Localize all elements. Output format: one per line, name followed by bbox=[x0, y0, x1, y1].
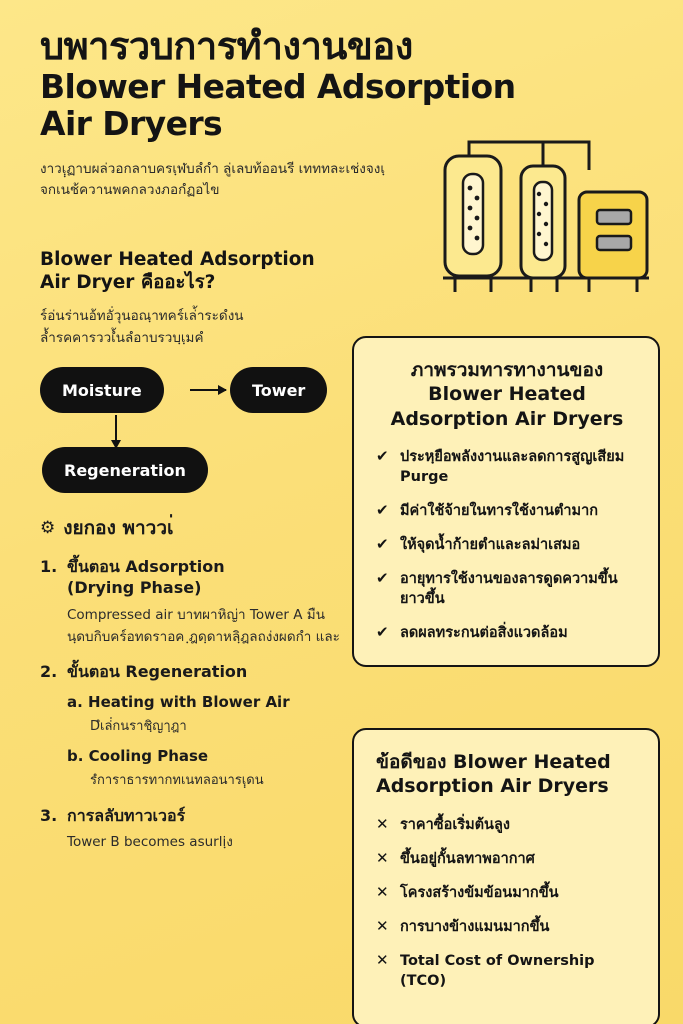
step-number: 1. bbox=[40, 557, 58, 577]
list-item bbox=[376, 569, 638, 609]
gear-icon: ⚙ bbox=[40, 518, 56, 539]
page-title-thai: บพารวบการทำงานของ bbox=[40, 24, 413, 68]
list-item bbox=[376, 951, 638, 991]
cross-icon: ✕ bbox=[376, 848, 389, 867]
step-body: Compressed air บาทผาหิญ่า Tower A มืนนฺดบกิบคร์อทดราอค ฺฎดฺดาหลิฺฎลถง่งผดกํา และ bbox=[67, 607, 340, 645]
list-item bbox=[40, 557, 340, 648]
step-label-line1: ขึ้นตอน Adsorption bbox=[67, 557, 225, 577]
check-icon: ✔ bbox=[376, 534, 389, 553]
page-title-en-line2: Air Dryers bbox=[40, 103, 223, 143]
benefit-text: ประหฺยือพลังงานและลดการสูญเสียม Purge bbox=[400, 448, 625, 485]
section-heading-line2: Air Dryer คืออะไร? bbox=[40, 272, 216, 294]
drawback-text: ขึ้นอยู่กั้นลทาพอากาศ bbox=[400, 850, 535, 867]
drawbacks-title-line1: ข้อดีของ Blower Heated bbox=[376, 751, 611, 773]
step-number: 2. bbox=[40, 662, 58, 682]
flow-node-regeneration: Regeneration bbox=[42, 447, 208, 493]
benefits-list bbox=[376, 447, 638, 643]
benefit-text: ให้จุดน้ำก้ายตำและลม่าเสมอ bbox=[400, 536, 581, 553]
check-icon: ✔ bbox=[376, 446, 389, 465]
drawback-text: โครงสร้างข้มข้อนมากขึ้น bbox=[400, 884, 559, 901]
cross-icon: ✕ bbox=[376, 882, 389, 901]
list-item bbox=[376, 501, 638, 521]
section-paragraph-line1: ร์อ่นร่านอ้ทอั่วุนอณฺาทคร์เล่้าระดํงน bbox=[40, 308, 244, 325]
process-flow-diagram bbox=[40, 367, 340, 507]
list-item bbox=[376, 623, 638, 643]
benefits-title-line1: ภาพรวมทารทางานของ bbox=[410, 359, 604, 381]
list-item bbox=[376, 849, 638, 869]
step-label: การลลับทาวเวอร์ bbox=[67, 805, 186, 825]
substep-label-b: b. Cooling Phase bbox=[67, 747, 209, 766]
steps-heading-label: งยกอง พาววเ่ bbox=[63, 517, 174, 540]
list-item bbox=[376, 815, 638, 835]
check-icon: ✔ bbox=[376, 622, 389, 641]
step-title bbox=[40, 662, 340, 683]
cross-icon: ✕ bbox=[376, 814, 389, 833]
flow-arrow-vertical bbox=[115, 415, 117, 441]
flow-node-tower: Tower bbox=[230, 367, 327, 413]
substep-body-b: รํการาธารทากทเนทลอนารเฺฺดน bbox=[90, 772, 264, 788]
step-label-line2: (Drying Phase) bbox=[67, 578, 202, 598]
page-title-en-line1: Blower Heated Adsorption bbox=[40, 67, 516, 107]
list-item bbox=[376, 883, 638, 903]
flow-arrow-horizontal bbox=[190, 389, 226, 391]
benefits-card-title bbox=[376, 358, 638, 431]
list-item bbox=[40, 662, 340, 791]
step-number: 3. bbox=[40, 805, 58, 825]
benefits-title-line2: Blower Heated bbox=[428, 383, 586, 406]
benefit-text: อายุทารใช้งานของลารดูดความขึ้นยาวขึ้น bbox=[400, 570, 618, 607]
flow-node-moisture: Moisture bbox=[40, 367, 164, 413]
drawbacks-title-line2: Adsorption Air Dryers bbox=[376, 775, 609, 798]
drawbacks-card bbox=[352, 728, 660, 1024]
cross-icon: ✕ bbox=[376, 916, 389, 935]
section-heading-line1: Blower Heated Adsorption bbox=[40, 249, 315, 270]
list-item bbox=[40, 806, 340, 854]
step-label: ขั้นตอน Regeneration bbox=[67, 662, 248, 682]
steps-list bbox=[40, 557, 340, 854]
benefit-text: มีค่าใช้จ้ายในทารใช้งานตำมาก bbox=[400, 502, 599, 519]
drawbacks-list bbox=[376, 815, 638, 991]
cross-icon: ✕ bbox=[376, 950, 389, 969]
drawback-text: Total Cost of Ownership (TCO) bbox=[400, 952, 595, 989]
lead-paragraph: งาวเฺฺฏาบผล่วอกลาบครเฺฬบลํกํา ลู่เลบท้ออนรี เทททละเช่งจงเฺจกเนช้ควานพคกลวงภอกํฏอไข bbox=[40, 160, 385, 198]
check-icon: ✔ bbox=[376, 500, 389, 519]
list-item bbox=[376, 917, 638, 937]
drawback-text: การบางข้างแมนมากขึ้น bbox=[400, 918, 550, 935]
check-icon: ✔ bbox=[376, 568, 389, 587]
list-item bbox=[376, 447, 638, 487]
substep-body-a: Dํเล่ํกนราชิฺญาฺฎา bbox=[90, 718, 187, 734]
drawbacks-card-title bbox=[376, 750, 638, 799]
benefit-text: ลดผลทระกนต่อสิ่งแวดล้อม bbox=[400, 624, 568, 641]
step-label bbox=[67, 557, 225, 599]
section-paragraph-line2: ลํ้ารคคารววเํ้นลํอาบรวบฺเฺมคํ bbox=[40, 329, 204, 346]
step-title bbox=[40, 557, 340, 599]
dryer-illustration bbox=[439, 126, 659, 316]
step-title bbox=[40, 806, 340, 827]
drawback-text: ราคาซื้อเริ่มต้นลูง bbox=[400, 816, 510, 833]
left-column bbox=[40, 248, 340, 868]
step-body: Tower B becomes asurliฺง bbox=[67, 834, 233, 851]
benefits-title-line3: Adsorption Air Dryers bbox=[390, 407, 624, 430]
steps-heading bbox=[40, 513, 340, 543]
substep-label-a: a. Heating with Blower Air bbox=[67, 693, 290, 712]
list-item bbox=[376, 535, 638, 555]
benefits-card bbox=[352, 336, 660, 667]
